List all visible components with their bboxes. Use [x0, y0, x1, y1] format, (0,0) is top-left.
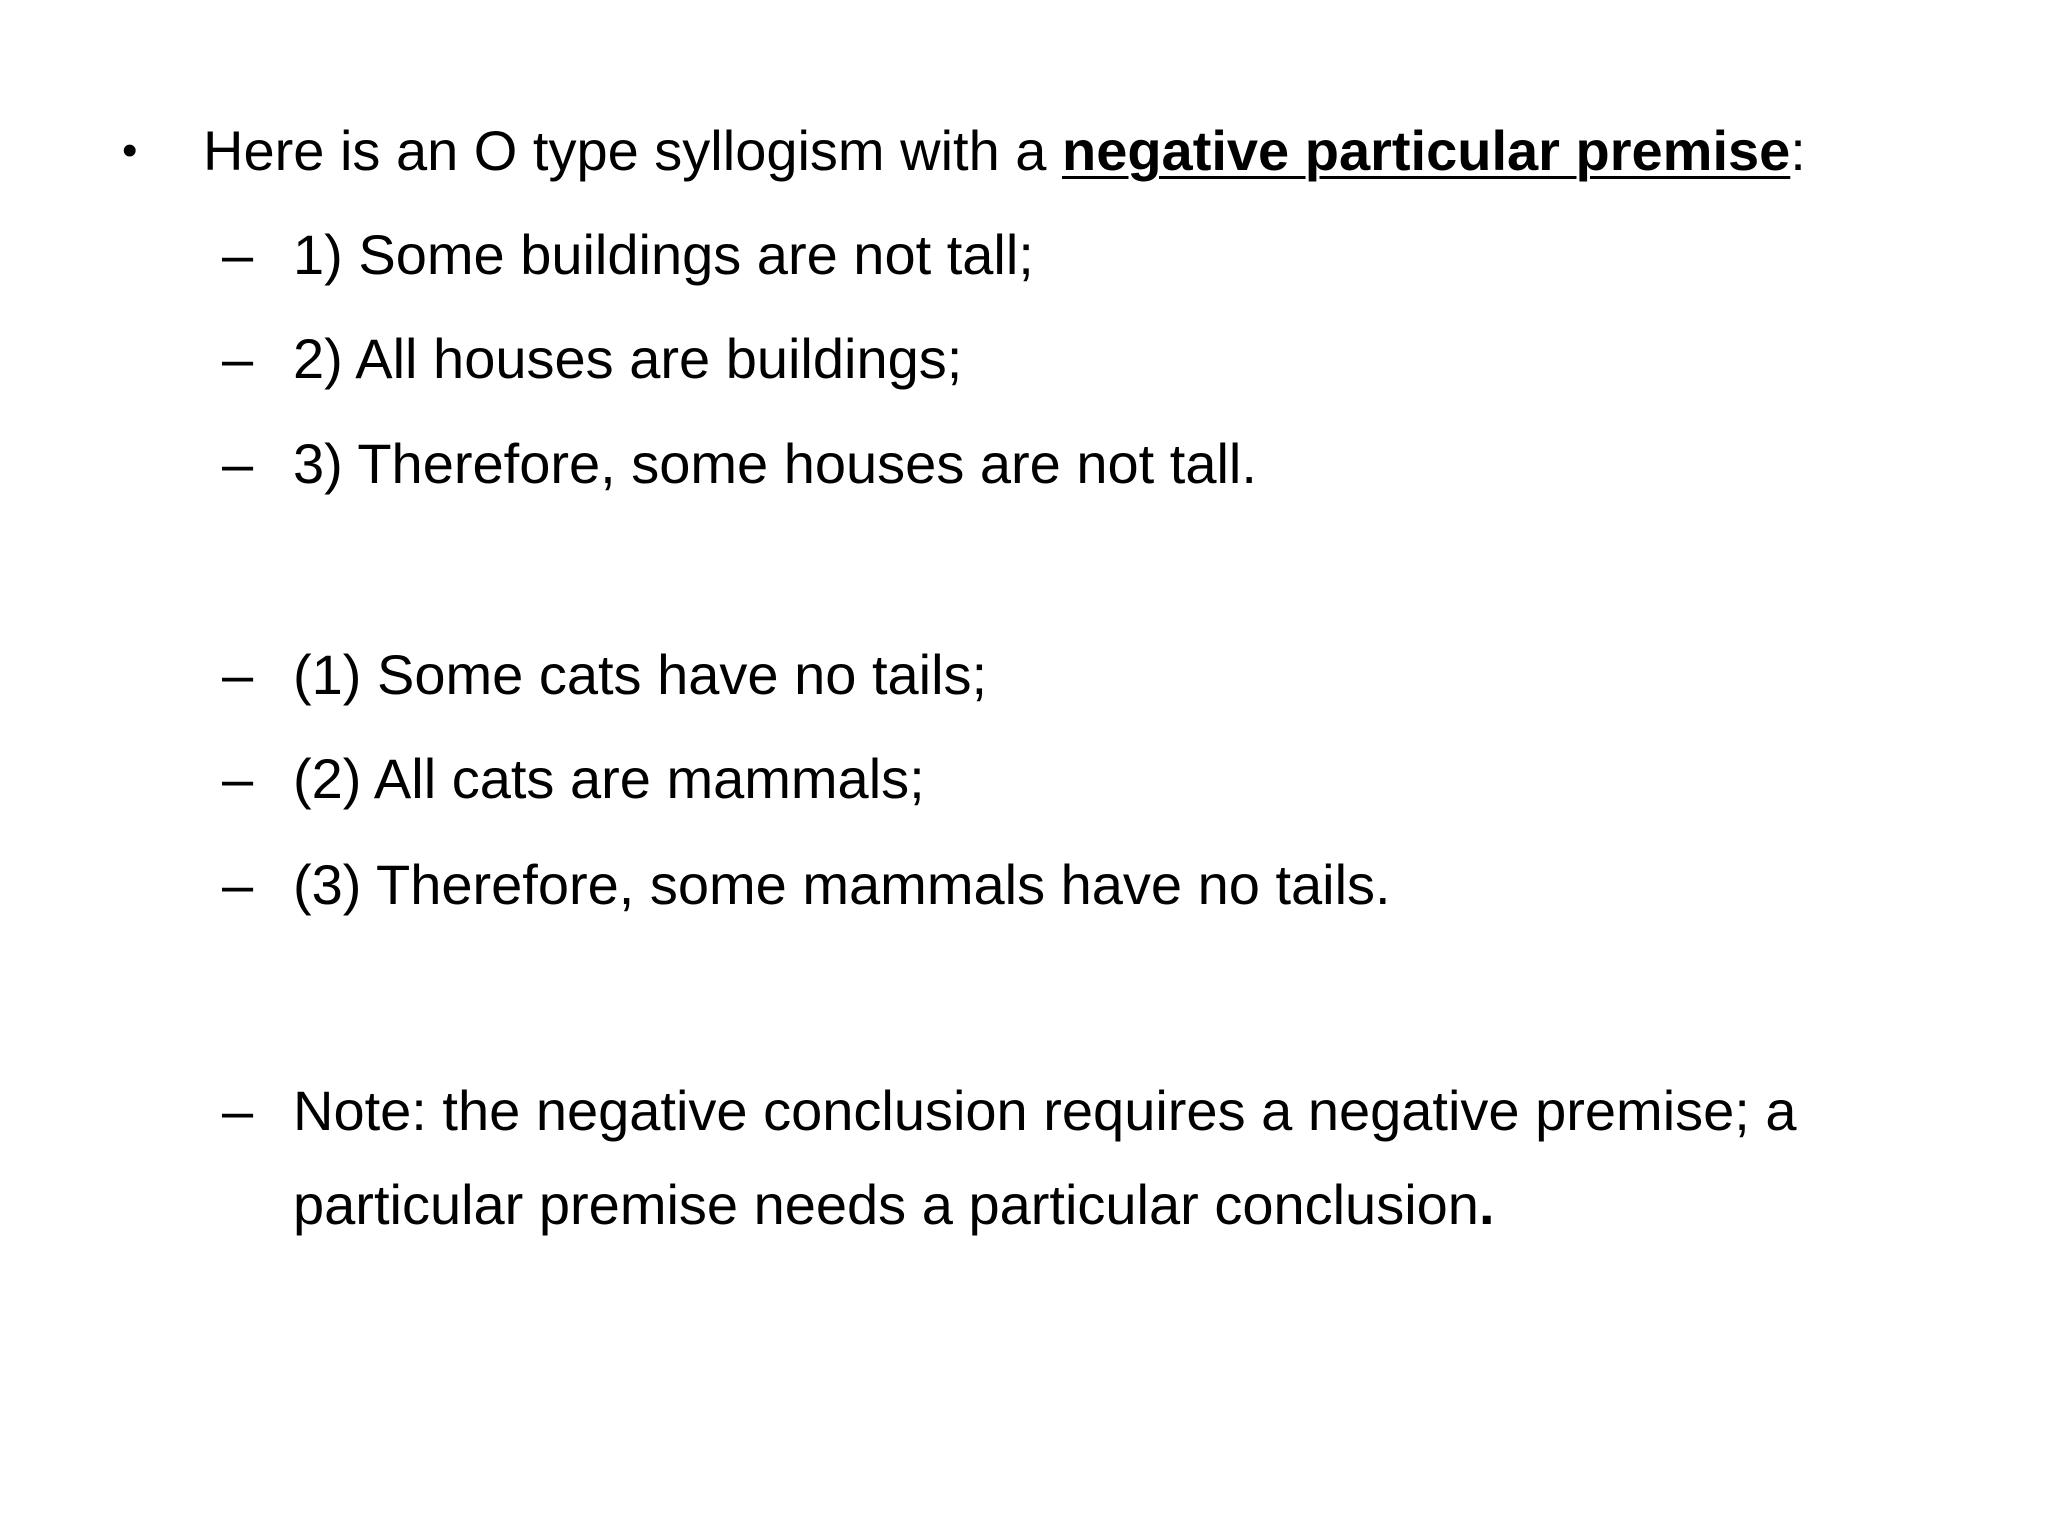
dash-marker: –: [222, 747, 254, 810]
group2-item-3: (3) Therefore, some mammals have no tails.: [293, 853, 1391, 916]
dash-marker: –: [222, 853, 254, 916]
group2-item-1: (1) Some cats have no tails;: [293, 643, 988, 706]
dash-marker: –: [222, 432, 254, 495]
group1-item-1: 1) Some buildings are not tall;: [293, 223, 1034, 286]
intro-text-after: :: [1790, 119, 1806, 182]
intro-line: [203, 118, 1806, 184]
intro-text-before: Here is an O type syllogism with a: [203, 119, 1062, 182]
dash-marker: –: [222, 327, 254, 390]
dash-marker: –: [222, 223, 254, 286]
note-line-2-text: particular premise needs a particular conclusion: [293, 1173, 1479, 1236]
group1-item-2: 2) All houses are buildings;: [293, 327, 963, 390]
dash-marker: –: [222, 643, 254, 706]
note-line-1: Note: the negative conclusion requires a negative premise; a: [293, 1079, 1797, 1142]
group1-item-3: 3) Therefore, some houses are not tall.: [293, 432, 1257, 495]
intro-emphasis: negative particular premise: [1061, 119, 1791, 182]
note-end-mark: .: [1478, 1173, 1495, 1236]
dash-marker: –: [222, 1079, 254, 1142]
group2-item-2: (2) All cats are mammals;: [293, 747, 925, 810]
bullet-marker: •: [122, 126, 138, 175]
note-line-2: [293, 1172, 1495, 1238]
